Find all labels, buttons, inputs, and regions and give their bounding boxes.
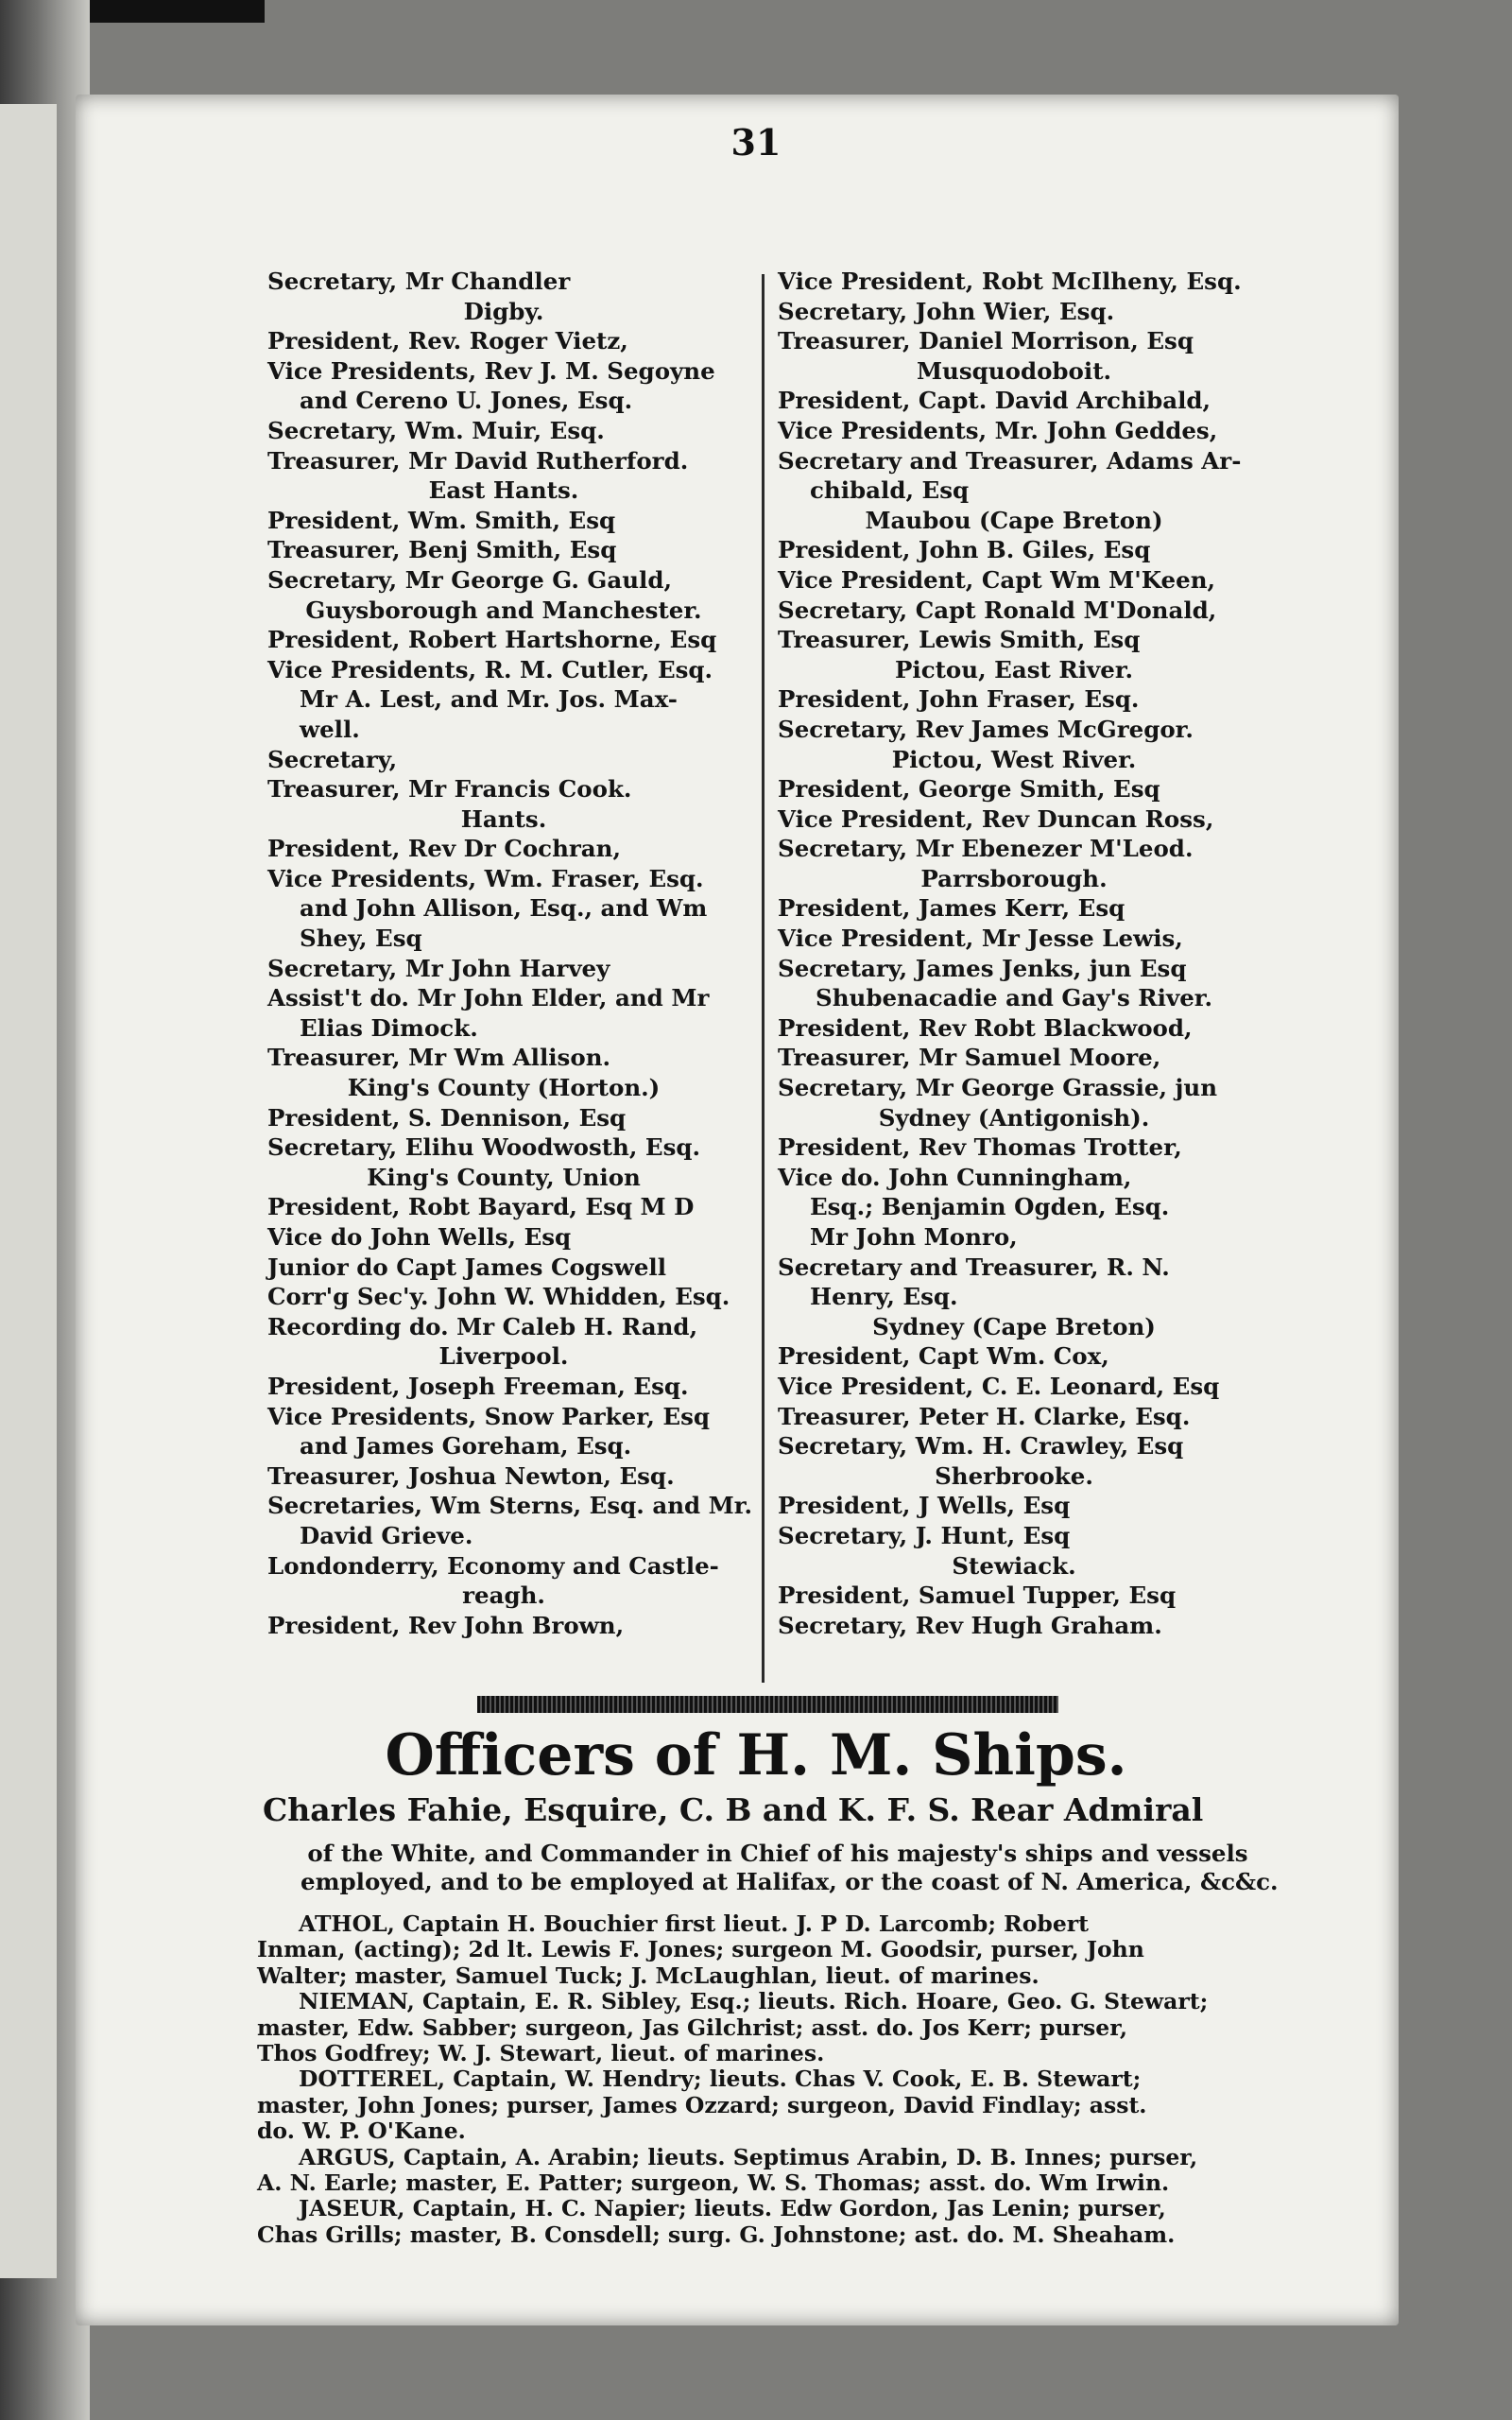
left-column — [267, 267, 752, 1640]
entry-line: Vice do John Wells, Esq — [267, 1223, 572, 1251]
ship-line: Walter; master, Samuel Tuck; J. McLaughlan, lieut. of marines. — [257, 1962, 1040, 1989]
entry-line: David Grieve. — [300, 1521, 473, 1549]
entry-line: Treasurer, Mr David Rutherford. — [267, 446, 689, 475]
entry-line: Treasurer, Daniel Morrison, Esq — [778, 327, 1194, 355]
entry-line: Vice President, Capt Wm M'Keen, — [778, 565, 1216, 594]
entry-line: Londonderry, Economy and Castle- — [267, 1551, 719, 1580]
entry-line: and James Goreham, Esq. — [300, 1432, 632, 1461]
entry-line: Treasurer, Peter H. Clarke, Esq. — [778, 1402, 1191, 1430]
entry-line: Treasurer, Joshua Newton, Esq. — [267, 1461, 675, 1490]
entry-line: and John Allison, Esq., and Wm — [300, 894, 708, 923]
entry-line: and Cereno U. Jones, Esq. — [300, 387, 633, 415]
entry-line: Vice do. John Cunningham, — [778, 1163, 1132, 1191]
entry-line: President, Samuel Tupper, Esq — [778, 1582, 1177, 1610]
place-heading: Pictou, West River. — [891, 745, 1137, 773]
entry-line: Vice Presidents, R. M. Cutler, Esq. — [267, 655, 713, 683]
entry-line: chibald, Esq — [810, 476, 970, 505]
place-heading: Sherbrooke. — [935, 1461, 1093, 1490]
entry-line: Secretary, Mr Chandler — [267, 268, 571, 295]
ship-line: master, Edw. Sabber; surgeon, Jas Gilchrist; asst. do. Jos Kerr; purser, — [257, 2014, 1128, 2041]
entry-line: Vice Presidents, Mr. John Geddes, — [778, 416, 1218, 444]
column-divider — [762, 274, 765, 1683]
place-heading: Musquodoboit. — [916, 356, 1112, 385]
entry-line: President, Rev John Brown, — [267, 1611, 625, 1639]
ship-line: Thos Godfrey; W. J. Stewart, lieut. of marines. — [257, 2040, 825, 2067]
admiral-line: Charles Fahie, Esquire, C. B and K. F. S. Rear Admiral — [263, 1791, 1204, 1828]
entry-line: Vice President, C. E. Leonard, Esq — [778, 1372, 1220, 1400]
admiral-continuation — [301, 1840, 1279, 1896]
entry-line: Vice President, Rev Duncan Ross, — [778, 804, 1214, 833]
ship-line: JASEUR, Captain, H. C. Napier; lieuts. Edw Gordon, Jas Lenin; purser, — [299, 2195, 1166, 2222]
entry-line: Vice Presidents, Wm. Fraser, Esq. — [267, 864, 704, 892]
ship-line: DOTTEREL, Captain, W. Hendry; lieuts. Chas V. Cook, E. B. Stewart; — [299, 2066, 1142, 2093]
entry-line: Treasurer, Mr Samuel Moore, — [778, 1044, 1161, 1072]
entry-line: Assist't do. Mr John Elder, and Mr — [267, 984, 710, 1012]
place-heading: Parrsborough. — [920, 864, 1108, 892]
section-heading: Officers of H. M. Ships. — [385, 1722, 1127, 1789]
entry-line: President, Rev. Roger Vietz, — [267, 327, 628, 355]
entry-line: Corr'g Sec'y. John W. Whidden, Esq. — [267, 1283, 730, 1311]
place-heading: Shubenacadie and Gay's River. — [816, 984, 1212, 1012]
entry-line: Secretary, Elihu Woodwosth, Esq. — [267, 1133, 701, 1162]
entry-line: Secretary, Mr George Grassie, jun — [778, 1074, 1218, 1102]
place-heading: King's County, Union — [367, 1163, 641, 1191]
entry-line: Mr John Monro, — [810, 1223, 1018, 1251]
place-heading: Digby. — [463, 297, 544, 325]
ship-line: Chas Grills; master, B. Consdell; surg. G. Johnstone; ast. do. M. Sheaham. — [257, 2221, 1176, 2248]
entry-line: Shey, Esq — [300, 925, 422, 953]
entry-line: President, S. Dennison, Esq — [267, 1103, 627, 1132]
entry-line: Treasurer, Lewis Smith, Esq — [778, 626, 1141, 654]
entry-line: Secretary, Wm. H. Crawley, Esq — [778, 1432, 1184, 1461]
entry-line: Treasurer, Benj Smith, Esq — [267, 536, 617, 564]
entry-line: Henry, Esq. — [810, 1283, 958, 1311]
entry-line: Recording do. Mr Caleb H. Rand, — [267, 1312, 698, 1340]
admiral-continuation-line: of the White, and Commander in Chief of his majesty's ships and vessels — [307, 1840, 1248, 1867]
entry-line: Vice Presidents, Rev J. M. Segoyne — [267, 356, 715, 385]
entry-line: Secretary, Mr John Harvey — [267, 954, 610, 982]
right-column — [778, 267, 1250, 1640]
entry-line: Secretary and Treasurer, R. N. — [778, 1253, 1170, 1281]
ship-line: ARGUS, Captain, A. Arabin; lieuts. Septimus Arabin, D. B. Innes; purser, — [299, 2143, 1198, 2170]
place-heading: Pictou, East River. — [894, 655, 1134, 683]
entry-line: President, John Fraser, Esq. — [778, 685, 1140, 714]
ship-line: do. W. P. O'Kane. — [257, 2118, 466, 2145]
place-heading: Hants. — [460, 804, 547, 833]
entry-line: President, Robert Hartshorne, Esq — [267, 626, 717, 654]
entry-line: Elias Dimock. — [300, 1013, 478, 1042]
entry-line: President, Capt Wm. Cox, — [778, 1342, 1109, 1371]
place-heading: Maubou (Cape Breton) — [865, 506, 1163, 534]
entry-line: Secretary, Wm. Muir, Esq. — [267, 416, 605, 444]
ships-list — [257, 1911, 1254, 2248]
ship-line: Inman, (acting); 2d lt. Lewis F. Jones; surgeon M. Goodsir, purser, John — [257, 1936, 1144, 1963]
entry-line: President, George Smith, Esq — [778, 775, 1160, 804]
entry-line: Mr A. Lest, and Mr. Jos. Max- — [300, 685, 678, 714]
entry-line: Secretary and Treasurer, Adams Ar- — [778, 446, 1242, 475]
entry-line: Secretary, — [267, 745, 398, 773]
admiral-continuation-line: employed, and to be employed at Halifax, or the coast of N. America, &c&c. — [301, 1868, 1279, 1895]
entry-line: Secretary, J. Hunt, Esq — [778, 1521, 1071, 1549]
entry-line: Secretary, Mr George G. Gauld, — [267, 565, 672, 594]
entry-line: President, Wm. Smith, Esq — [267, 506, 616, 534]
entry-line: President, Joseph Freeman, Esq. — [267, 1372, 689, 1400]
entry-line: Vice Presidents, Snow Parker, Esq — [267, 1402, 711, 1430]
place-heading: Liverpool. — [438, 1342, 569, 1371]
entry-line: President, Rev Robt Blackwood, — [778, 1013, 1193, 1042]
entry-line: well. — [300, 715, 360, 743]
place-heading: Sydney (Antigonish). — [878, 1103, 1150, 1132]
entry-line: Secretary, Capt Ronald M'Donald, — [778, 596, 1217, 624]
entry-line: President, Capt. David Archibald, — [778, 387, 1211, 415]
page-number: 31 — [730, 121, 782, 164]
entry-line: Secretary, Mr Ebenezer M'Leod. — [778, 835, 1194, 863]
entry-line: Secretary, Rev Hugh Graham. — [778, 1611, 1162, 1639]
entry-line: President, Robt Bayard, Esq M D — [267, 1193, 695, 1221]
entry-line: President, Rev Thomas Trotter, — [778, 1133, 1182, 1162]
place-heading: East Hants. — [428, 476, 579, 505]
entry-line: Secretary, James Jenks, jun Esq — [778, 954, 1187, 982]
place-heading: Stewiack. — [952, 1551, 1076, 1580]
ship-line: NIEMAN, Captain, E. R. Sibley, Esq.; lieuts. Rich. Hoare, Geo. G. Stewart; — [299, 1988, 1209, 2015]
entry-line: President, James Kerr, Esq — [778, 894, 1125, 923]
entry-line: Treasurer, Mr Francis Cook. — [267, 775, 632, 804]
entry-line: Vice President, Robt McIlheny, Esq. — [778, 268, 1242, 295]
section-rule — [477, 1696, 1058, 1713]
entry-line: President, Rev Dr Cochran, — [267, 835, 622, 863]
ship-line: A. N. Earle; master, E. Patter; surgeon, W. S. Thomas; asst. do. Wm Irwin. — [257, 2169, 1170, 2197]
entry-line: Secretary, Rev James McGregor. — [778, 715, 1194, 743]
entry-line: Vice President, Mr Jesse Lewis, — [778, 925, 1183, 953]
place-heading: King's County (Horton.) — [347, 1074, 661, 1102]
entry-line: Junior do Capt James Cogswell — [267, 1253, 667, 1281]
entry-line: Secretary, John Wier, Esq. — [778, 297, 1115, 325]
ship-line: ATHOL, Captain H. Bouchier first lieut. J. P D. Larcomb; Robert — [299, 1910, 1090, 1937]
place-heading: reagh. — [462, 1582, 545, 1610]
ship-line: master, John Jones; purser, James Ozzard; surgeon, David Findlay; asst. — [257, 2091, 1147, 2118]
place-heading: Sydney (Cape Breton) — [872, 1312, 1156, 1340]
entry-line: Esq.; Benjamin Ogden, Esq. — [810, 1193, 1170, 1221]
place-heading: Guysborough and Manchester. — [305, 596, 702, 624]
entry-line: President, John B. Giles, Esq — [778, 536, 1151, 564]
entry-line: Treasurer, Mr Wm Allison. — [267, 1044, 611, 1072]
entry-line: President, J Wells, Esq — [778, 1492, 1071, 1520]
entry-line: Secretaries, Wm Sterns, Esq. and Mr. — [267, 1492, 752, 1520]
